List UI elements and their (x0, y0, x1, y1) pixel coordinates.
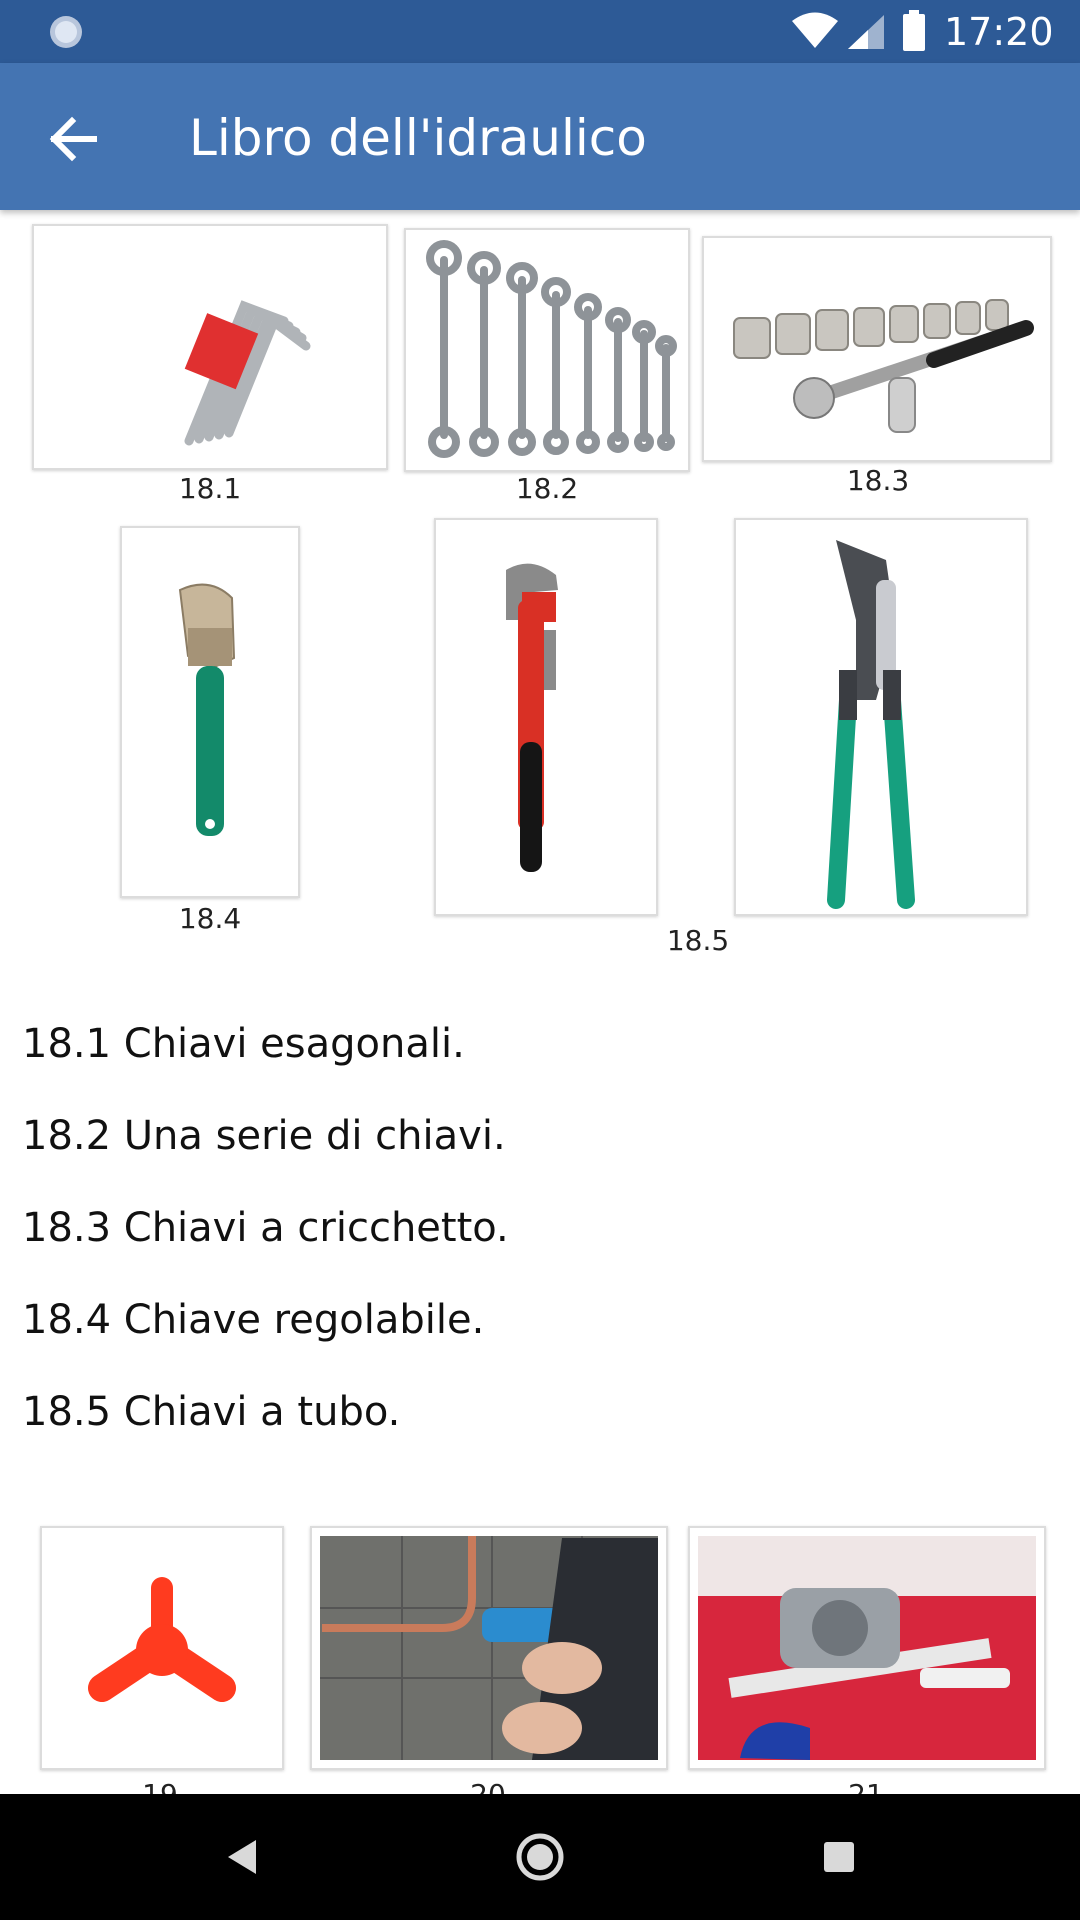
recents-square-icon (806, 1824, 872, 1890)
pipe-calibrator-icon (42, 1528, 282, 1768)
content-area[interactable] (0, 210, 1080, 1794)
clock: 17:20 (944, 10, 1054, 54)
nav-recents-button[interactable] (806, 1824, 872, 1890)
figure-18-2-image[interactable] (404, 228, 690, 472)
nav-back-button[interactable] (208, 1824, 274, 1890)
status-bar (0, 0, 1080, 63)
figure-18-4-image[interactable] (120, 526, 300, 898)
figure-20-image[interactable] (310, 1526, 668, 1770)
loading-icon (46, 12, 86, 56)
figure-19-image[interactable] (40, 1526, 284, 1770)
figure-caption: 18.5 (666, 924, 730, 957)
figure-caption: 18.1 (178, 472, 242, 505)
app-bar (0, 63, 1080, 210)
figure-caption: 18.3 (846, 464, 910, 497)
wifi-icon (790, 12, 840, 54)
ratchet-set-icon (704, 238, 1050, 460)
back-triangle-icon (208, 1824, 274, 1890)
wrench-set-icon (406, 230, 688, 470)
pipe-wrench-icon (436, 520, 656, 914)
adjustable-wrench-icon (122, 528, 298, 896)
signal-icon (846, 13, 886, 55)
water-pump-pliers-icon (736, 520, 1026, 914)
press-tool-photo-icon (690, 1528, 1044, 1768)
pipe-bending-photo-icon (312, 1528, 666, 1768)
figure-18-1-image[interactable] (32, 224, 388, 470)
page-title: Libro dell'idraulico (189, 109, 647, 167)
description-line: 18.5 Chiavi a tubo. (22, 1389, 401, 1435)
description-line: 18.4 Chiave regolabile. (22, 1297, 485, 1343)
description-line: 18.2 Una serie di chiavi. (22, 1113, 506, 1159)
description-line: 18.1 Chiavi esagonali. (22, 1021, 465, 1067)
figure-caption: 18.4 (178, 902, 242, 935)
figure-18-5-image-pipe-wrench[interactable] (434, 518, 658, 916)
figure-18-5-image-pliers[interactable] (734, 518, 1028, 916)
nav-home-button[interactable] (507, 1824, 573, 1890)
figure-caption: 18.2 (515, 472, 579, 505)
hex-keys-icon (34, 226, 386, 468)
arrow-back-icon (36, 103, 108, 175)
navigation-bar (0, 1794, 1080, 1920)
back-button[interactable] (36, 103, 108, 175)
figure-21-image[interactable] (688, 1526, 1046, 1770)
figure-18-3-image[interactable] (702, 236, 1052, 462)
battery-icon (902, 10, 926, 56)
description-line: 18.3 Chiavi a cricchetto. (22, 1205, 509, 1251)
home-circle-icon (507, 1824, 573, 1890)
